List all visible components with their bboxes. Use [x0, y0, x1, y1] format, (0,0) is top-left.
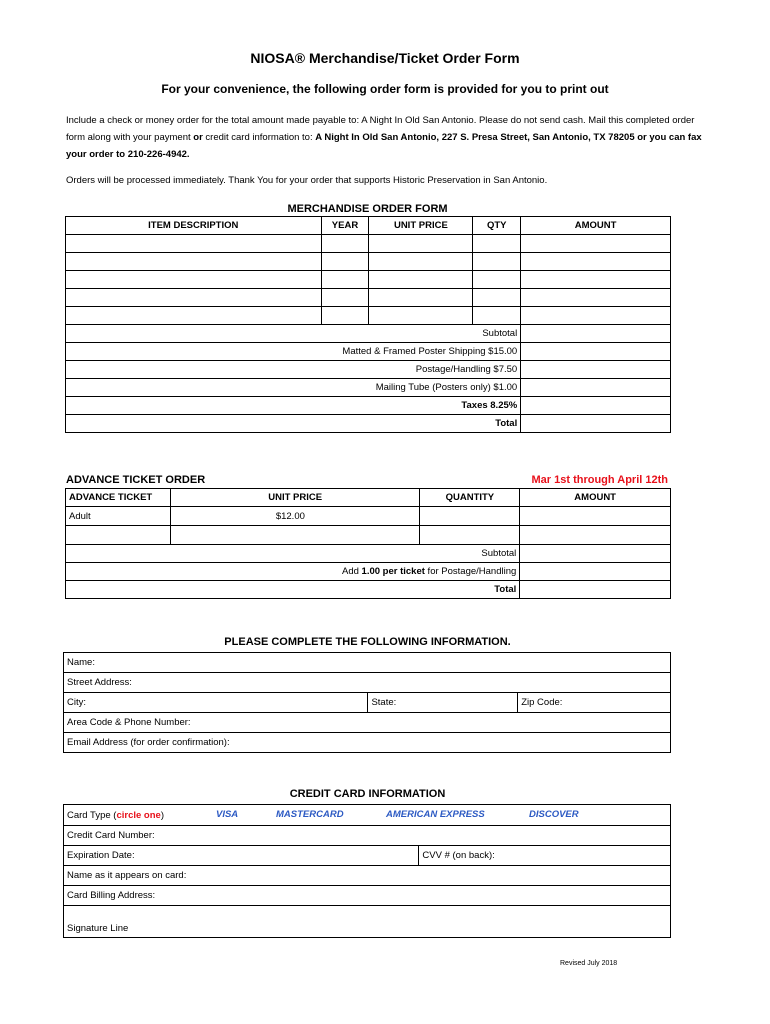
item-cell[interactable]: [66, 307, 322, 325]
billing-address-field[interactable]: Card Billing Address:: [64, 886, 671, 906]
ticket-blank-cell[interactable]: [420, 526, 520, 545]
price-cell[interactable]: [369, 235, 473, 253]
street-address-field[interactable]: Street Address:: [64, 673, 671, 693]
amex-option[interactable]: AMERICAN EXPRESS: [386, 809, 485, 820]
taxes-amount[interactable]: [521, 397, 671, 415]
merch-header-row: [66, 217, 671, 235]
ticket-total-amount[interactable]: [520, 581, 671, 599]
name-field[interactable]: Name:: [64, 653, 671, 673]
email-field[interactable]: Email Address (for order confirmation):: [64, 733, 671, 753]
revised-date: Revised July 2018: [560, 960, 618, 967]
item-cell[interactable]: [66, 289, 322, 307]
merch-subtotal-label: Subtotal: [66, 325, 521, 343]
card-table: [63, 804, 671, 938]
qty-cell[interactable]: [473, 289, 521, 307]
page-subtitle: For your convenience, the following order form is provided for you to print out: [161, 82, 609, 96]
year-cell[interactable]: [321, 307, 369, 325]
ticket-subtotal-amount[interactable]: [520, 545, 671, 563]
ticket-header-row: [66, 489, 671, 507]
card-type-row: [64, 805, 671, 826]
item-cell[interactable]: [66, 235, 322, 253]
expiration-field[interactable]: Expiration Date:: [64, 846, 419, 866]
col-unit-price: UNIT PRICE: [369, 217, 473, 235]
year-cell[interactable]: [321, 289, 369, 307]
card-number-field[interactable]: Credit Card Number:: [64, 826, 671, 846]
amount-cell[interactable]: [521, 271, 671, 289]
ticket-amount-cell[interactable]: [520, 507, 671, 526]
merch-row[interactable]: [66, 289, 671, 307]
ticket-blank-cell[interactable]: [520, 526, 671, 545]
merch-total-label: Total: [66, 415, 521, 433]
state-field[interactable]: State:: [368, 693, 518, 713]
shipping-amount[interactable]: [521, 343, 671, 361]
col-quantity: QUANTITY: [420, 489, 520, 507]
price-cell[interactable]: [369, 289, 473, 307]
postage-label: Postage/Handling $7.50: [66, 361, 521, 379]
item-cell[interactable]: [66, 253, 322, 271]
item-cell[interactable]: [66, 271, 322, 289]
info-table: [63, 652, 671, 753]
year-cell[interactable]: [321, 253, 369, 271]
discover-option[interactable]: DISCOVER: [529, 809, 579, 820]
card-heading: CREDIT CARD INFORMATION: [289, 788, 446, 800]
ticket-subtotal-label: Subtotal: [66, 545, 520, 563]
ticket-postage-amount[interactable]: [520, 563, 671, 581]
year-cell[interactable]: [321, 271, 369, 289]
merch-row[interactable]: [66, 307, 671, 325]
city-field[interactable]: City:: [64, 693, 368, 713]
price-cell[interactable]: [369, 271, 473, 289]
col-year: YEAR: [321, 217, 369, 235]
amount-cell[interactable]: [521, 307, 671, 325]
qty-cell[interactable]: [473, 235, 521, 253]
visa-option[interactable]: VISA: [216, 809, 239, 820]
col-qty: QTY: [473, 217, 521, 235]
merch-row[interactable]: [66, 271, 671, 289]
col-amount: AMOUNT: [521, 217, 671, 235]
signature-field[interactable]: Signature Line: [64, 906, 671, 938]
phone-field[interactable]: Area Code & Phone Number:: [64, 713, 671, 733]
ticket-blank-cell[interactable]: [170, 526, 420, 545]
merch-subtotal-amount[interactable]: [521, 325, 671, 343]
price-cell[interactable]: [369, 253, 473, 271]
qty-cell[interactable]: [473, 307, 521, 325]
cvv-field[interactable]: CVV # (on back):: [419, 846, 671, 866]
intro-paragraph: Include a check or money order for the total amount made payable to: A Night In Old San Antonio. Please do not send cash. Mail this completed order form along with your payment or credit card information to: A Night In Old San Antonio, 227 S. Presa Street, San Antonio, TX 78205 or you can fax your order to 210-226-4942.: [66, 115, 702, 160]
ticket-quantity-cell[interactable]: [420, 507, 520, 526]
amount-cell[interactable]: [521, 253, 671, 271]
merch-table: [65, 216, 671, 433]
col-ticket-amount: AMOUNT: [520, 489, 671, 507]
processing-note: Orders will be processed immediately. Thank You for your order that supports Historic Preservation in San Antonio.: [66, 175, 548, 186]
shipping-label: Matted & Framed Poster Shipping $15.00: [66, 343, 521, 361]
ticket-blank-cell[interactable]: [66, 526, 171, 545]
amount-cell[interactable]: [521, 235, 671, 253]
card-type-label: Card Type (circle one): [67, 809, 164, 821]
col-item-description: ITEM DESCRIPTION: [66, 217, 322, 235]
merch-heading: MERCHANDISE ORDER FORM: [287, 203, 448, 215]
qty-cell[interactable]: [473, 253, 521, 271]
merch-row[interactable]: [66, 253, 671, 271]
postage-amount[interactable]: [521, 361, 671, 379]
mastercard-option[interactable]: MASTERCARD: [276, 809, 344, 820]
ticket-table: [65, 488, 671, 599]
ticket-dates: Mar 1st through April 12th: [531, 474, 668, 486]
qty-cell[interactable]: [473, 271, 521, 289]
info-heading: PLEASE COMPLETE THE FOLLOWING INFORMATION.: [224, 636, 511, 648]
taxes-label: Taxes 8.25%: [66, 397, 521, 415]
name-on-card-field[interactable]: Name as it appears on card:: [64, 866, 671, 886]
col-advance-ticket: ADVANCE TICKET: [66, 489, 171, 507]
tube-label: Mailing Tube (Posters only) $1.00: [66, 379, 521, 397]
col-ticket-unit-price: UNIT PRICE: [170, 489, 420, 507]
price-cell[interactable]: [369, 307, 473, 325]
merch-row[interactable]: [66, 235, 671, 253]
tube-amount[interactable]: [521, 379, 671, 397]
ticket-total-label: Total: [66, 581, 520, 599]
amount-cell[interactable]: [521, 289, 671, 307]
ticket-type-adult: Adult: [66, 507, 171, 526]
ticket-postage-label: Add 1.00 per ticket for Postage/Handling: [66, 563, 520, 581]
merch-total-amount[interactable]: [521, 415, 671, 433]
year-cell[interactable]: [321, 235, 369, 253]
ticket-heading: ADVANCE TICKET ORDER: [66, 474, 206, 486]
ticket-price: $12.00: [170, 507, 420, 526]
page-title: NIOSA® Merchandise/Ticket Order Form: [250, 50, 520, 66]
zip-code-field[interactable]: Zip Code:: [518, 693, 671, 713]
